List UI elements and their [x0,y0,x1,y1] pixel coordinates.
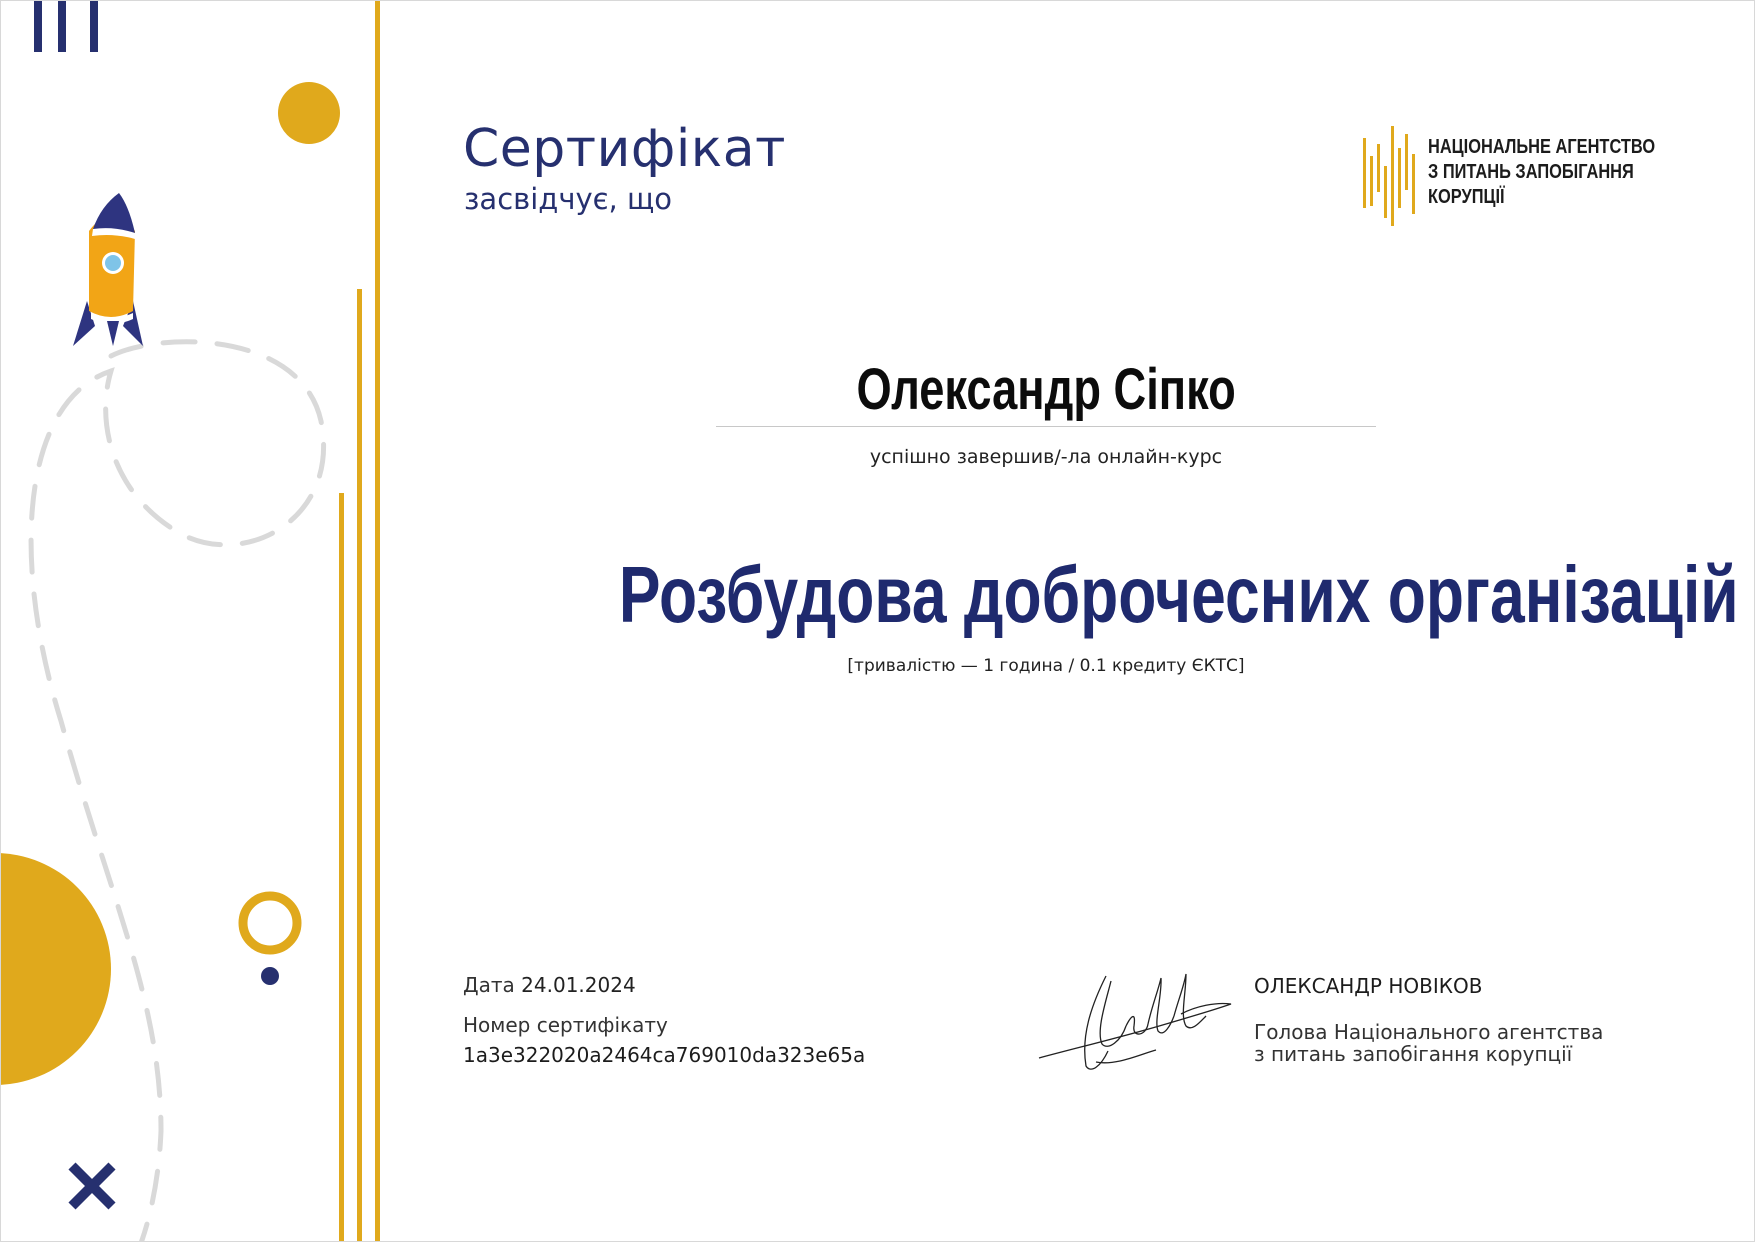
top-bars-decoration [34,1,98,52]
agency-name-line3: КОРУПЦІЇ [1428,186,1505,208]
agency-logo-icon [1361,126,1423,226]
course-title-text: Розбудова доброчесних організацій [618,550,1739,639]
recipient-underline [716,426,1376,427]
decorative-panel [1,1,401,1242]
issue-date [463,973,636,997]
certificate-number-value: 1a3e322020a2464ca769010da323e65a [463,1043,866,1067]
signature-image [1036,966,1236,1076]
signatory-title [1254,1021,1603,1065]
certificate-subtitle: засвідчує, що [464,182,673,216]
certificate-title: Сертифікат [463,119,786,179]
recipient-name-text: Олександр Сіпко [856,357,1236,422]
agency-name-line1: НАЦІОНАЛЬНЕ АГЕНТСТВО [1428,136,1656,158]
course-duration: [тривалістю — 1 година / 0.1 кредиту ЄКТС] [847,656,1245,676]
agency-name [1428,135,1655,210]
signatory-name: ОЛЕКСАНДР НОВІКОВ [1254,974,1483,998]
gold-semicircle [1,853,111,1085]
gold-vertical-lines [339,1,380,1242]
course-title [461,549,1739,641]
navy-dot [261,967,279,985]
recipient-name [716,356,1376,423]
date-label: Дата [463,973,515,997]
signatory-title-line2: з питань запобігання корупції [1254,1042,1573,1066]
close-icon [72,1166,112,1206]
agency-name-line2: З ПИТАНЬ ЗАПОБІГАННЯ [1428,161,1634,183]
rocket-icon [73,193,143,346]
dashed-trajectory [31,342,324,1242]
date-value: 24.01.2024 [521,973,636,997]
gold-ring [243,896,297,950]
gold-circle-top [278,82,340,144]
completion-text: успішно завершив/-ла онлайн-курс [869,446,1223,468]
signatory-title-line1: Голова Національного агентства [1254,1020,1604,1044]
certificate-number-label: Номер сертифікату [463,1013,668,1037]
